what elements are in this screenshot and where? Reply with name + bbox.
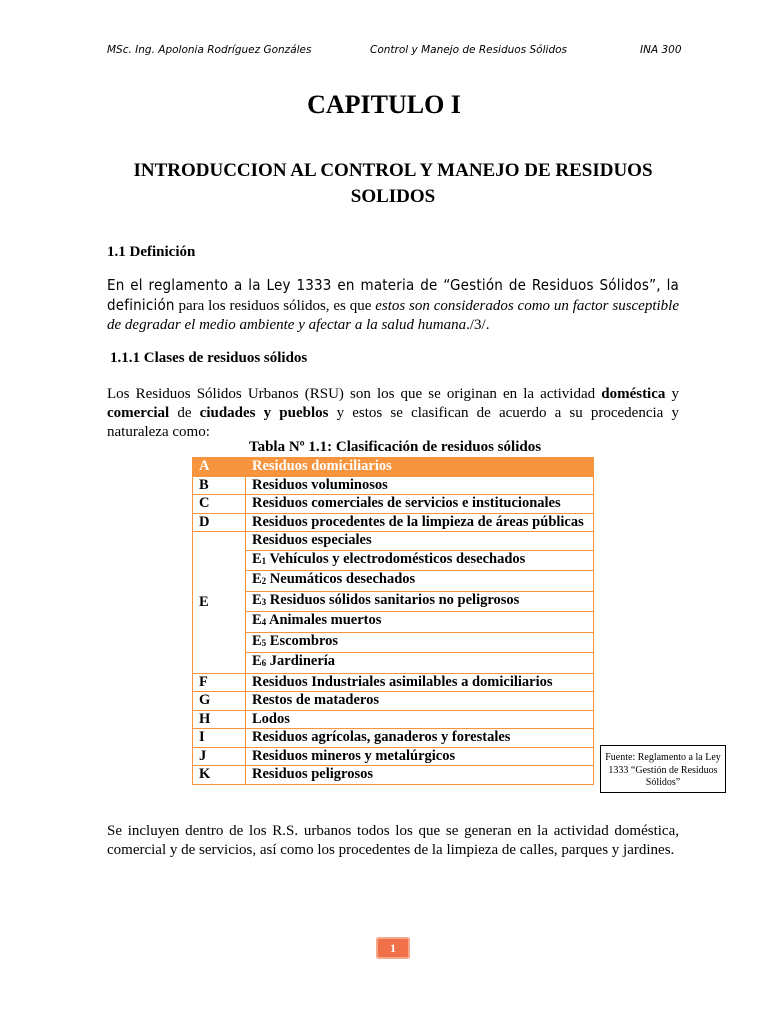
chapter-heading: CAPITULO I	[307, 90, 461, 119]
subrow-prefix: E	[252, 571, 262, 587]
subrow-label	[246, 632, 594, 653]
table-row	[193, 729, 594, 748]
subrow-prefix: E	[252, 591, 262, 608]
subrow-prefix: E	[252, 653, 262, 669]
definition-text-a: En el reglamento a la Ley 1333 en materia de “Gestión de Residuos Sólidos”, la definición	[107, 276, 679, 314]
subrow-prefix: E	[252, 612, 262, 628]
row-label: Residuos especiales	[246, 532, 594, 551]
page-number-badge: 1	[376, 937, 410, 959]
table-row	[193, 710, 594, 729]
row-code: K	[193, 766, 246, 785]
subrow-prefix: E	[252, 632, 262, 649]
subrow-text: Animales muertos	[266, 612, 382, 628]
table-row	[193, 766, 594, 785]
subrow-text: Jardinería	[266, 653, 336, 669]
row-label: Residuos Industriales asimilables a domiciliarios	[246, 673, 594, 692]
subrow-num: 5	[261, 637, 267, 648]
row-label: Restos de mataderos	[246, 692, 594, 711]
table-subrow	[193, 632, 594, 653]
row-label: Residuos domiciliarios	[246, 458, 594, 477]
subrow-prefix: E	[252, 550, 262, 567]
table-subrow	[193, 591, 594, 612]
table-row	[193, 513, 594, 532]
table-subrow	[193, 653, 594, 674]
definition-ref: ./3/.	[466, 317, 490, 333]
row-code: I	[193, 729, 246, 748]
table-subrow	[193, 550, 594, 571]
row-label: Residuos agrícolas, ganaderos y forestales	[246, 729, 594, 748]
table-subrow	[193, 571, 594, 592]
subrow-label	[246, 591, 594, 612]
table-row	[193, 673, 594, 692]
section-heading-1-1: 1.1 Definición	[107, 244, 196, 260]
subrow-label	[246, 571, 594, 592]
definition-text-b: para los residuos sólidos, es que	[178, 298, 376, 314]
subrow-text: Escombros	[266, 632, 339, 649]
row-code: G	[193, 692, 246, 711]
definition-paragraph	[107, 276, 679, 335]
row-code: C	[193, 495, 246, 514]
subrow-label	[246, 612, 594, 633]
row-label: Residuos mineros y metalúrgicos	[246, 747, 594, 766]
table-row	[193, 495, 594, 514]
row-label: Residuos comerciales de servicios e institucionales	[246, 495, 594, 514]
row-label: Residuos peligrosos	[246, 766, 594, 785]
row-label: Lodos	[246, 710, 594, 729]
table-caption: Tabla Nº 1.1: Clasificación de residuos sólidos	[248, 439, 542, 455]
classes-bold-comercial: comercial	[107, 405, 170, 421]
classes-bold-domestica: doméstica	[601, 386, 666, 402]
row-code: H	[193, 710, 246, 729]
classification-table	[192, 457, 594, 785]
header-course-code: INA 300	[640, 44, 682, 56]
table-row	[193, 532, 594, 551]
row-label: Residuos procedentes de la limpieza de áreas públicas	[246, 513, 594, 532]
table-subrow	[193, 612, 594, 633]
subrow-text: Neumáticos desechados	[266, 571, 416, 587]
subrow-num: 4	[261, 617, 267, 627]
row-code: D	[193, 513, 246, 532]
definition-italic: estos son considerados como un factor susceptible de degradar el medio ambiente y afectar a la salud humana	[107, 298, 680, 333]
table-row	[193, 476, 594, 495]
closing-paragraph: Se incluyen dentro de los R.S. urbanos todos los que se generan en la actividad doméstica, comercial y de servicios, así como los procedentes de la limpieza de calles, parques y jardines.	[107, 823, 679, 858]
classes-text-1: Los Residuos Sólidos Urbanos (RSU) son los que se originan en la actividad	[107, 386, 602, 402]
subrow-text: Vehículos y electrodomésticos desechados	[266, 550, 526, 567]
subrow-num: 6	[261, 658, 267, 668]
source-note: Fuente: Reglamento a la Ley 1333 “Gestión de Residuos Sólidos”	[600, 745, 726, 793]
subrow-label	[246, 550, 594, 571]
subrow-label	[246, 653, 594, 674]
section-heading-1-1-1: 1.1.1 Clases de residuos sólidos	[110, 350, 308, 366]
table-row	[193, 747, 594, 766]
subrow-num: 1	[261, 555, 267, 566]
page-title: INTRODUCCION AL CONTROL Y MANEJO DE RESIDUOS SOLIDOS	[133, 160, 653, 207]
row-code: E	[193, 532, 246, 674]
row-code: J	[193, 747, 246, 766]
row-code: F	[193, 673, 246, 692]
subrow-num: 3	[261, 596, 267, 607]
subrow-text: Residuos sólidos sanitarios no peligrosos	[266, 591, 520, 608]
classes-text-2: y	[665, 386, 679, 402]
classes-bold-ciudades: ciudades y pueblos	[199, 405, 329, 421]
table-row	[193, 692, 594, 711]
row-code: B	[193, 476, 246, 495]
classes-text-3: de	[169, 405, 200, 421]
classes-paragraph	[107, 385, 679, 442]
row-label: Residuos voluminosos	[246, 476, 594, 495]
row-code: A	[193, 458, 246, 477]
header-author: MSc. Ing. Apolonia Rodríguez Gonzáles	[107, 44, 312, 56]
subrow-num: 2	[261, 576, 267, 586]
header-course-title: Control y Manejo de Residuos Sólidos	[370, 44, 568, 56]
classes-text-4: y estos se clasifican de acuerdo a su procedencia y naturaleza como:	[107, 405, 679, 440]
table-row	[193, 458, 594, 477]
